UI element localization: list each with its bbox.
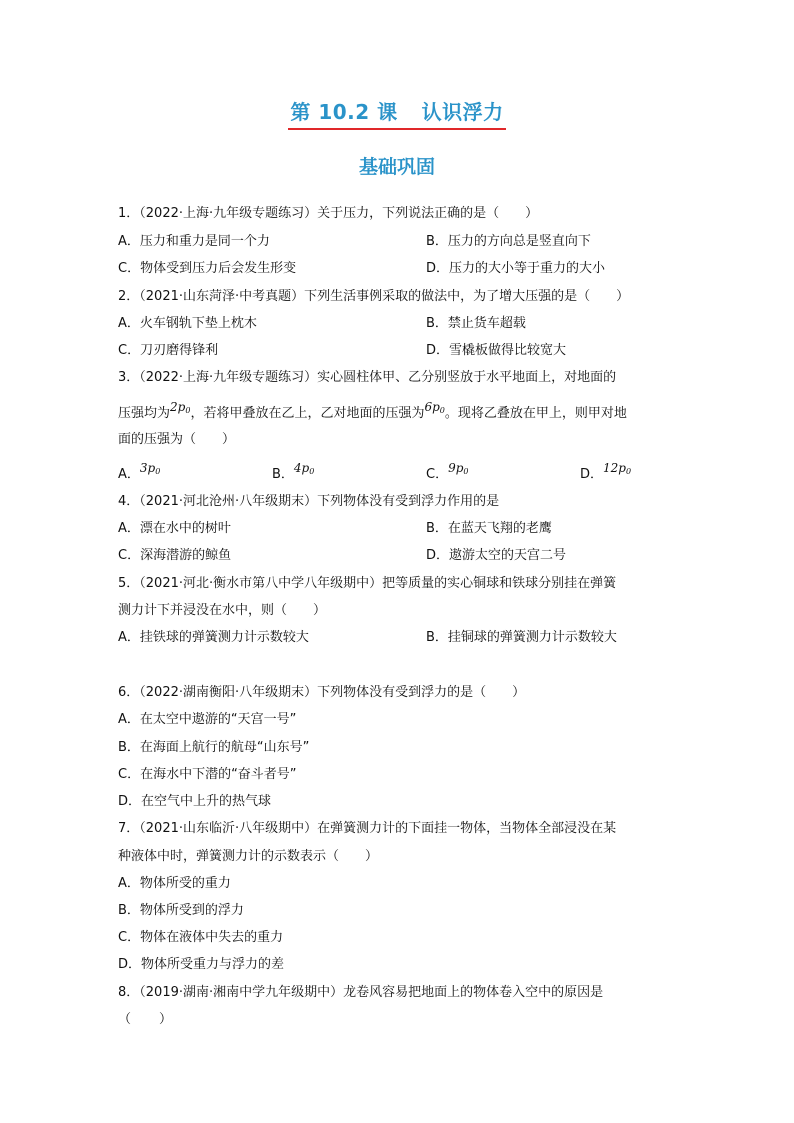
math-9p0: $9p_0$	[448, 461, 469, 476]
question-3-option-d: D．$12p_0$	[580, 461, 632, 482]
question-5-stem-line2: 测力计下并浸没在水中，则（ ）	[118, 603, 327, 618]
title-underline	[288, 128, 505, 130]
question-3-text-a: 压强均为	[118, 406, 171, 421]
lesson-topic: 认识浮力	[421, 100, 504, 124]
question-2-option-d: D．雪橇板做得比较宽大	[426, 343, 567, 358]
question-3-option-c: C．$9p_0$	[426, 461, 469, 482]
question-2-option-b: B．禁止货车超载	[426, 316, 526, 331]
question-4-option-b: B．在蓝天飞翔的老鹰	[426, 521, 552, 536]
title-wrapper	[288, 96, 505, 128]
question-1-option-b: B．压力的方向总是竖直向下	[426, 234, 591, 249]
question-3-text-c: 。现将乙叠放在甲上，则甲对地	[444, 406, 627, 421]
question-4-option-a: A．漂在水中的树叶	[118, 521, 231, 536]
question-7-option-d: D．物体所受重力与浮力的差	[118, 957, 285, 972]
question-2-stem: 2．（2021·山东菏泽·中考真题）下列生活事例采取的做法中，为了增大压强的是（ ）	[118, 289, 630, 304]
math-12p0: $12p_0$	[603, 461, 632, 476]
answer-paren-close: ）	[159, 1012, 173, 1027]
question-3-stem-line1: 3．（2022·上海·九年级专题练习）实心圆柱体甲、乙分别竖放于水平地面上，对地面的	[118, 370, 617, 385]
question-6-option-a: A．在太空中遨游的“天宫一号”	[118, 712, 297, 727]
question-6-option-d: D．在空气中上升的热气球	[118, 794, 272, 809]
math-6p0: $6p_0$	[424, 400, 445, 415]
math-2p0: $2p_0$	[170, 400, 191, 415]
answer-paren-open: （	[118, 1012, 132, 1027]
question-6-option-c: C．在海水中下潜的“奋斗者号”	[118, 767, 297, 782]
question-4-option-c: C．深海潜游的鲸鱼	[118, 548, 232, 563]
math-3p0: $3p_0$	[139, 461, 161, 476]
section-heading: 基础巩固	[358, 156, 435, 178]
question-6-stem: 6．（2022·湖南衡阳·八年级期末）下列物体没有受到浮力的是（ ）	[118, 685, 526, 700]
question-5-option-b: B．挂铜球的弹簧测力计示数较大	[426, 630, 617, 645]
question-1-option-d: D．压力的大小等于重力的大小	[426, 261, 606, 276]
question-2-option-a: A．火车钢轨下垫上枕木	[118, 316, 257, 331]
question-3-option-a: A．$3p_0$	[118, 461, 161, 482]
question-7-option-c: C．物体在液体中失去的重力	[118, 930, 284, 945]
lesson-number: 第 10.2 课	[290, 100, 398, 124]
page-title	[0, 96, 794, 128]
question-1-option-c: C．物体受到压力后会发生形变	[118, 261, 297, 276]
question-7-stem-line1: 7．（2021·山东临沂·八年级期中）在弹簧测力计的下面挂一物体，当物体全部浸没在某	[118, 821, 617, 836]
question-3-stem-line3: 面的压强为（ ）	[118, 432, 236, 447]
question-5-option-a: A．挂铁球的弹簧测力计示数较大	[118, 630, 309, 645]
question-7-option-a: A．物体所受的重力	[118, 876, 231, 891]
question-5-stem-line1: 5．（2021·河北·衡水市第八中学八年级期中）把等质量的实心铜球和铁球分别挂在弹簧	[118, 576, 617, 591]
question-3-stem-line2	[118, 400, 627, 425]
question-1-stem: 1．（2022·上海·九年级专题练习）关于压力，下列说法正确的是（ ）	[118, 206, 539, 221]
question-2-option-c: C．刀刃磨得锋利	[118, 343, 219, 358]
question-4-option-d: D．遨游太空的天宫二号	[426, 548, 567, 563]
question-7-stem-line2: 种液体中时，弹簧测力计的示数表示（ ）	[118, 849, 379, 864]
question-1-option-a: A．压力和重力是同一个力	[118, 234, 270, 249]
question-3-option-b: B．$4p_0$	[272, 461, 315, 482]
question-6-option-b: B．在海面上航行的航母“山东号”	[118, 740, 310, 755]
question-8-stem-line1: 8．（2019·湖南·湘南中学九年级期中）龙卷风容易把地面上的物体卷入空中的原因是	[118, 985, 604, 1000]
question-8-stem-line2	[118, 1012, 172, 1028]
question-4-stem: 4．（2021·河北沧州·八年级期末）下列物体没有受到浮力作用的是	[118, 494, 500, 509]
question-7-option-b: B．物体所受到的浮力	[118, 903, 244, 918]
math-4p0: $4p_0$	[293, 461, 315, 476]
question-3-text-b: ，若将甲叠放在乙上，乙对地面的压强为	[190, 406, 425, 421]
